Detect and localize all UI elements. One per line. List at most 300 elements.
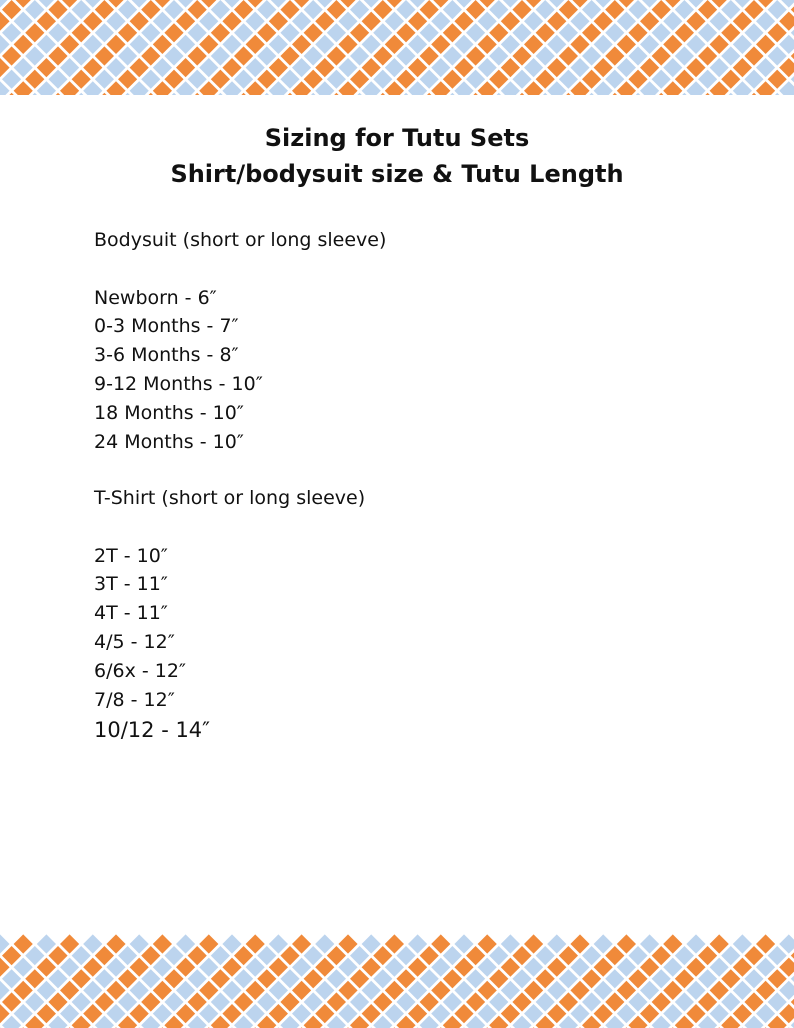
orange-diamond [733, 1004, 752, 1023]
orange-diamond [280, 46, 299, 65]
orange-diamond [628, 969, 647, 988]
orange-diamond [292, 35, 311, 54]
blue-diamond [48, 70, 67, 89]
blue-diamond [617, 958, 636, 977]
orange-diamond [292, 981, 311, 1000]
orange-diamond [721, 23, 740, 42]
orange-diamond [385, 934, 404, 953]
orange-diamond [570, 35, 589, 54]
orange-diamond [721, 969, 740, 988]
blue-diamond [130, 934, 149, 953]
orange-diamond [130, 1004, 149, 1023]
blue-diamond [2, 23, 21, 42]
orange-diamond [234, 946, 253, 965]
orange-diamond [246, 35, 265, 54]
orange-diamond [222, 12, 241, 31]
blue-diamond [489, 946, 508, 965]
blue-diamond [25, 0, 44, 19]
blue-diamond [431, 1004, 450, 1023]
orange-diamond [489, 23, 508, 42]
blue-diamond [83, 934, 102, 953]
orange-diamond [744, 992, 763, 1011]
orange-diamond [95, 946, 114, 965]
blue-diamond [269, 934, 288, 953]
blue-diamond [721, 0, 740, 19]
blue-diamond [222, 934, 241, 953]
blue-diamond [512, 70, 531, 89]
orange-diamond [547, 12, 566, 31]
orange-diamond [536, 969, 555, 988]
blue-diamond [524, 1004, 543, 1023]
orange-diamond [478, 934, 497, 953]
orange-diamond [118, 969, 137, 988]
orange-diamond [594, 1004, 613, 1023]
top-harlequin-border [0, 0, 794, 95]
orange-diamond [431, 35, 450, 54]
blue-diamond [83, 35, 102, 54]
blue-diamond [501, 981, 520, 1000]
blue-diamond [234, 23, 253, 42]
orange-diamond [37, 958, 56, 977]
blue-diamond [269, 35, 288, 54]
blue-diamond [443, 992, 462, 1011]
orange-diamond [594, 958, 613, 977]
orange-diamond [257, 23, 276, 42]
size-item: 2T - 10″ [94, 544, 168, 567]
orange-diamond [524, 981, 543, 1000]
orange-diamond [83, 12, 102, 31]
blue-diamond [536, 46, 555, 65]
orange-diamond [756, 35, 775, 54]
orange-diamond [37, 12, 56, 31]
size-item: 10/12 - 14″ [94, 718, 211, 743]
orange-diamond [222, 58, 241, 77]
blue-diamond [559, 23, 578, 42]
orange-diamond [454, 12, 473, 31]
orange-diamond [420, 946, 439, 965]
blue-diamond [698, 969, 717, 988]
orange-diamond [164, 70, 183, 89]
tshirt-heading: T-Shirt (short or long sleeve) [94, 487, 366, 509]
orange-diamond [211, 23, 230, 42]
orange-diamond [570, 981, 589, 1000]
orange-diamond [222, 958, 241, 977]
blue-diamond [222, 35, 241, 54]
orange-diamond [594, 58, 613, 77]
orange-diamond [617, 934, 636, 953]
blue-diamond [95, 23, 114, 42]
orange-diamond [652, 0, 671, 19]
blue-diamond [327, 969, 346, 988]
size-item: 18 Months - 10″ [94, 401, 244, 424]
blue-diamond [582, 992, 601, 1011]
blue-diamond [83, 981, 102, 1000]
orange-diamond [106, 35, 125, 54]
orange-diamond [559, 946, 578, 965]
orange-diamond [605, 992, 624, 1011]
blue-diamond [60, 58, 79, 77]
tshirt-section [94, 484, 365, 746]
blue-diamond [466, 969, 485, 988]
blue-diamond [48, 969, 67, 988]
orange-diamond [141, 946, 160, 965]
orange-diamond [710, 981, 729, 1000]
blue-diamond [524, 58, 543, 77]
orange-diamond [164, 969, 183, 988]
blue-diamond [130, 981, 149, 1000]
orange-diamond [188, 946, 207, 965]
blue-diamond [582, 946, 601, 965]
blue-diamond [211, 992, 230, 1011]
orange-diamond [431, 934, 450, 953]
orange-diamond [559, 992, 578, 1011]
orange-diamond [315, 958, 334, 977]
blue-diamond [582, 0, 601, 19]
orange-diamond [605, 946, 624, 965]
blue-diamond [373, 969, 392, 988]
blue-diamond [466, 23, 485, 42]
blue-diamond [304, 992, 323, 1011]
blue-diamond [478, 12, 497, 31]
orange-diamond [130, 958, 149, 977]
blue-diamond [605, 70, 624, 89]
blue-diamond [686, 35, 705, 54]
orange-diamond [466, 992, 485, 1011]
blue-diamond [756, 58, 775, 77]
blue-diamond [338, 958, 357, 977]
blue-diamond [199, 958, 218, 977]
blue-diamond [594, 981, 613, 1000]
size-item: 3-6 Months - 8″ [94, 344, 239, 367]
orange-diamond [350, 23, 369, 42]
orange-diamond [211, 969, 230, 988]
blue-diamond [257, 946, 276, 965]
orange-diamond [744, 46, 763, 65]
blue-diamond [118, 0, 137, 19]
blue-diamond [153, 1004, 172, 1023]
blue-diamond [130, 35, 149, 54]
blue-diamond [25, 946, 44, 965]
blue-diamond [628, 946, 647, 965]
orange-diamond [640, 1004, 659, 1023]
blue-diamond [420, 23, 439, 42]
orange-diamond [373, 946, 392, 965]
blue-diamond [756, 958, 775, 977]
blue-diamond [512, 23, 531, 42]
orange-diamond [768, 70, 787, 89]
blue-diamond [257, 992, 276, 1011]
blue-diamond [14, 958, 33, 977]
orange-diamond [257, 70, 276, 89]
blue-diamond [95, 70, 114, 89]
blue-diamond [350, 992, 369, 1011]
orange-diamond [14, 934, 33, 953]
blue-diamond [385, 12, 404, 31]
orange-diamond [652, 46, 671, 65]
orange-diamond [2, 946, 21, 965]
blue-diamond [733, 35, 752, 54]
blue-diamond [199, 1004, 218, 1023]
blue-diamond [37, 981, 56, 1000]
orange-diamond [72, 969, 91, 988]
size-item: 0-3 Months - 7″ [94, 315, 239, 338]
orange-diamond [199, 35, 218, 54]
blue-diamond [489, 0, 508, 19]
orange-diamond [83, 1004, 102, 1023]
orange-diamond [501, 958, 520, 977]
blue-diamond [188, 969, 207, 988]
blue-diamond [327, 70, 346, 89]
title-line-1: Sizing for Tutu Sets [264, 124, 530, 152]
blue-diamond [617, 12, 636, 31]
orange-diamond [338, 934, 357, 953]
blue-diamond [304, 46, 323, 65]
blue-diamond [663, 12, 682, 31]
orange-diamond [547, 1004, 566, 1023]
orange-diamond [2, 992, 21, 1011]
blue-diamond [663, 58, 682, 77]
blue-diamond [350, 946, 369, 965]
orange-diamond [663, 981, 682, 1000]
orange-diamond [466, 46, 485, 65]
blue-diamond [512, 969, 531, 988]
blue-diamond [686, 934, 705, 953]
orange-diamond [118, 70, 137, 89]
orange-diamond [744, 0, 763, 19]
blue-diamond [176, 981, 195, 1000]
orange-diamond [420, 0, 439, 19]
blue-diamond [710, 12, 729, 31]
blue-diamond [524, 958, 543, 977]
blue-diamond [106, 958, 125, 977]
blue-diamond [37, 934, 56, 953]
orange-diamond [304, 969, 323, 988]
orange-diamond [37, 1004, 56, 1023]
blue-diamond [396, 992, 415, 1011]
orange-diamond [350, 70, 369, 89]
blue-diamond [744, 23, 763, 42]
blue-diamond [257, 0, 276, 19]
blue-diamond [246, 58, 265, 77]
blue-diamond [605, 23, 624, 42]
blue-diamond [652, 969, 671, 988]
blue-diamond [373, 70, 392, 89]
orange-diamond [95, 992, 114, 1011]
orange-diamond [338, 35, 357, 54]
blue-diamond [559, 70, 578, 89]
blue-diamond [60, 12, 79, 31]
blue-diamond [396, 46, 415, 65]
blue-diamond [362, 934, 381, 953]
diamond-pattern [0, 0, 794, 95]
orange-diamond [721, 70, 740, 89]
orange-diamond [408, 958, 427, 977]
orange-diamond [164, 23, 183, 42]
blue-diamond [570, 58, 589, 77]
blue-diamond [338, 58, 357, 77]
orange-diamond [675, 969, 694, 988]
blue-diamond [188, 70, 207, 89]
blue-diamond [222, 981, 241, 1000]
orange-diamond [640, 58, 659, 77]
size-item: Newborn - 6″ [94, 286, 217, 309]
orange-diamond [141, 992, 160, 1011]
diamond-pattern [0, 932, 794, 1028]
orange-diamond [443, 23, 462, 42]
blue-diamond [141, 70, 160, 89]
blue-diamond [211, 46, 230, 65]
orange-diamond [95, 0, 114, 19]
orange-diamond [710, 934, 729, 953]
orange-diamond [362, 958, 381, 977]
orange-diamond [617, 35, 636, 54]
blue-diamond [141, 23, 160, 42]
orange-diamond [304, 70, 323, 89]
blue-diamond [454, 934, 473, 953]
blue-diamond [640, 981, 659, 1000]
orange-diamond [605, 46, 624, 65]
blue-diamond [315, 981, 334, 1000]
orange-diamond [292, 934, 311, 953]
orange-diamond [744, 946, 763, 965]
bodysuit-size-list [94, 284, 386, 457]
blue-diamond [640, 934, 659, 953]
orange-diamond [454, 58, 473, 77]
blue-diamond [408, 35, 427, 54]
blue-diamond [431, 958, 450, 977]
blue-diamond [188, 23, 207, 42]
orange-diamond [396, 969, 415, 988]
blue-diamond [164, 0, 183, 19]
orange-diamond [327, 992, 346, 1011]
orange-diamond [501, 12, 520, 31]
blue-diamond [292, 958, 311, 977]
blue-diamond [524, 12, 543, 31]
blue-diamond [408, 934, 427, 953]
orange-diamond [686, 1004, 705, 1023]
blue-diamond [744, 70, 763, 89]
orange-diamond [327, 46, 346, 65]
orange-diamond [756, 934, 775, 953]
blue-diamond [304, 0, 323, 19]
blue-diamond [72, 46, 91, 65]
blue-diamond [14, 1004, 33, 1023]
orange-diamond [106, 934, 125, 953]
orange-diamond [315, 1004, 334, 1023]
blue-diamond [628, 0, 647, 19]
blue-diamond [733, 934, 752, 953]
blue-diamond [478, 58, 497, 77]
blue-diamond [570, 12, 589, 31]
orange-diamond [489, 70, 508, 89]
size-item: 9-12 Months - 10″ [94, 372, 263, 395]
blue-diamond [338, 12, 357, 31]
orange-diamond [25, 23, 44, 42]
blue-diamond [396, 0, 415, 19]
blue-diamond [327, 23, 346, 42]
blue-diamond [234, 969, 253, 988]
orange-diamond [408, 58, 427, 77]
size-item: 6/6x - 12″ [94, 659, 187, 682]
blue-diamond [2, 969, 21, 988]
orange-diamond [118, 23, 137, 42]
orange-diamond [25, 969, 44, 988]
orange-diamond [362, 1004, 381, 1023]
orange-diamond [315, 58, 334, 77]
orange-diamond [153, 35, 172, 54]
blue-diamond [106, 1004, 125, 1023]
orange-diamond [280, 946, 299, 965]
orange-diamond [663, 934, 682, 953]
orange-diamond [385, 35, 404, 54]
orange-diamond [733, 12, 752, 31]
blue-diamond [176, 934, 195, 953]
orange-diamond [153, 981, 172, 1000]
blue-diamond [443, 46, 462, 65]
orange-diamond [594, 12, 613, 31]
blue-diamond [118, 992, 137, 1011]
orange-diamond [327, 0, 346, 19]
orange-diamond [373, 46, 392, 65]
orange-diamond [524, 35, 543, 54]
blue-diamond [338, 1004, 357, 1023]
orange-diamond [188, 46, 207, 65]
blue-diamond [431, 58, 450, 77]
blue-diamond [686, 981, 705, 1000]
blue-diamond [176, 35, 195, 54]
orange-diamond [60, 35, 79, 54]
orange-diamond [466, 0, 485, 19]
blue-diamond [721, 46, 740, 65]
blue-diamond [756, 1004, 775, 1023]
blue-diamond [362, 981, 381, 1000]
orange-diamond [710, 35, 729, 54]
orange-diamond [443, 70, 462, 89]
tshirt-size-list [94, 542, 365, 747]
orange-diamond [362, 12, 381, 31]
bottom-harlequin-border [0, 932, 794, 1028]
blue-diamond [768, 946, 787, 965]
blue-diamond [211, 0, 230, 19]
orange-diamond [95, 46, 114, 65]
orange-diamond [222, 1004, 241, 1023]
blue-diamond [95, 969, 114, 988]
blue-diamond [454, 981, 473, 1000]
orange-diamond [269, 958, 288, 977]
orange-diamond [408, 1004, 427, 1023]
orange-diamond [640, 958, 659, 977]
orange-diamond [478, 981, 497, 1000]
blue-diamond [292, 58, 311, 77]
blue-diamond [164, 946, 183, 965]
orange-diamond [83, 58, 102, 77]
blue-diamond [675, 46, 694, 65]
orange-diamond [188, 0, 207, 19]
blue-diamond [698, 70, 717, 89]
blue-diamond [385, 958, 404, 977]
blue-diamond [385, 1004, 404, 1023]
orange-diamond [547, 58, 566, 77]
blue-diamond [594, 35, 613, 54]
blue-diamond [211, 946, 230, 965]
blue-diamond [118, 46, 137, 65]
blue-diamond [234, 70, 253, 89]
blue-diamond [153, 12, 172, 31]
orange-diamond [582, 23, 601, 42]
orange-diamond [628, 70, 647, 89]
blue-diamond [304, 946, 323, 965]
orange-diamond [605, 0, 624, 19]
